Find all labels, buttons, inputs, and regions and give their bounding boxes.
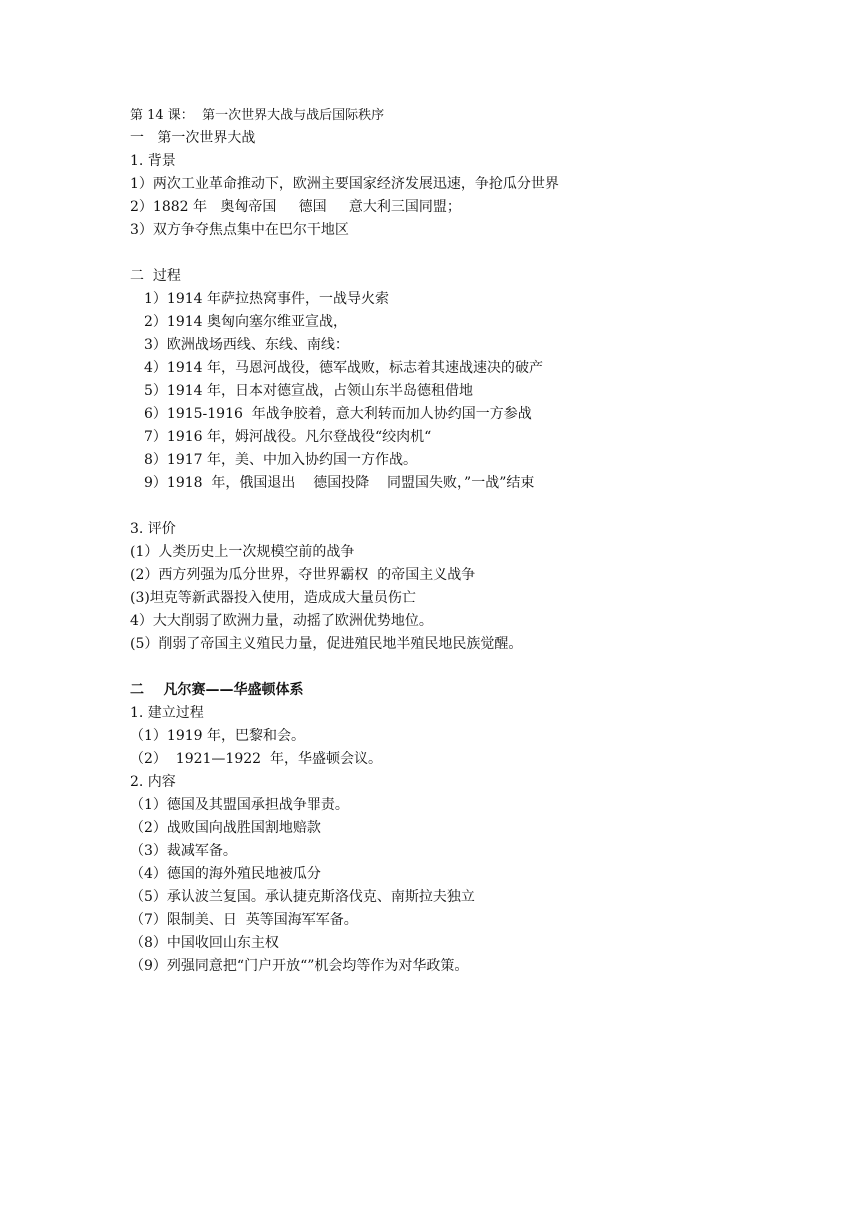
build-heading: 1. 建立过程 bbox=[130, 705, 204, 721]
section-2-heading: 二 凡尔赛——华盛顿体系 bbox=[130, 682, 304, 698]
process-item: 4）1914 年，马恩河战役，德军战败，标志着其速战速决的破产 bbox=[144, 360, 543, 376]
evaluation-item: (5）削弱了帝国主义殖民力量，促进殖民地半殖民地民族觉醒。 bbox=[130, 636, 523, 652]
content-item: （5）承认波兰复国。承认捷克斯洛伐克、南斯拉夫独立 bbox=[130, 889, 475, 905]
background-item: 1）两次工业革命推动下，欧洲主要国家经济发展迅速，争抢瓜分世界 bbox=[130, 176, 559, 192]
spacer bbox=[130, 495, 810, 518]
evaluation-item: 4）大大削弱了欧洲力量，动摇了欧洲优势地位。 bbox=[130, 613, 433, 629]
content-heading: 2. 内容 bbox=[130, 774, 176, 790]
content-item: （7）限制美、日 英等国海军军备。 bbox=[130, 912, 358, 928]
process-item: 6）1915-1916 年战争胶着，意大利转而加人协约国一方参战 bbox=[144, 406, 532, 422]
process-item: 1）1914 年萨拉热窝事件，一战导火索 bbox=[144, 291, 389, 307]
build-item: （1）1919 年，巴黎和会。 bbox=[130, 728, 305, 744]
process-item: 5）1914 年，日本对德宣战，占领山东半岛德租借地 bbox=[144, 383, 473, 399]
process-item: 3）欧洲战场西线、东线、南线： bbox=[144, 337, 349, 353]
document-page bbox=[130, 104, 810, 978]
evaluation-item: (3)坦克等新武器投入使用，造成成大量员伤亡 bbox=[130, 590, 416, 606]
spacer bbox=[130, 242, 810, 265]
content-item: （4）德国的海外殖民地被瓜分 bbox=[130, 866, 321, 882]
evaluation-item: (2）西方列强为瓜分世界，夺世界霸权 的帝国主义战争 bbox=[130, 567, 476, 583]
evaluation-heading: 3. 评价 bbox=[130, 521, 176, 537]
build-item: （2） 1921—1922 年，华盛顿会议。 bbox=[130, 751, 382, 767]
content-item: （9）列强同意把“门户开放“”机会均等作为对华政策。 bbox=[130, 958, 469, 974]
process-heading: 二 过程 bbox=[130, 268, 181, 284]
process-item: 7）1916 年，姆河战役。凡尔登战役“绞肉机“ bbox=[144, 429, 432, 445]
background-item: 3）双方争夺焦点集中在巴尔干地区 bbox=[130, 222, 349, 238]
evaluation-item: (1）人类历史上一次规模空前的战争 bbox=[130, 544, 355, 560]
content-item: （8）中国收回山东主权 bbox=[130, 935, 279, 951]
content-item: （2）战败国向战胜国割地赔款 bbox=[130, 820, 321, 836]
process-item: 9）1918 年，俄国退出 德国投降 同盟国失败，”一战”结束 bbox=[144, 475, 535, 491]
content-item: （3）裁减军备。 bbox=[130, 843, 237, 859]
lesson-title: 第 14 课： 第一次世界大战与战后国际秩序 bbox=[130, 108, 385, 123]
process-item: 8）1917 年，美、中加入协约国一方作战。 bbox=[144, 452, 417, 468]
background-heading: 1. 背景 bbox=[130, 153, 176, 169]
process-item: 2）1914 奥匈向塞尔维亚宣战， bbox=[144, 314, 347, 330]
content-item: （1）德国及其盟国承担战争罪责。 bbox=[130, 797, 349, 813]
background-item: 2）1882 年 奥匈帝国 德国 意大利三国同盟； bbox=[130, 199, 461, 215]
section-1-heading: 一 第一次世界大战 bbox=[130, 130, 256, 146]
spacer bbox=[130, 656, 810, 679]
